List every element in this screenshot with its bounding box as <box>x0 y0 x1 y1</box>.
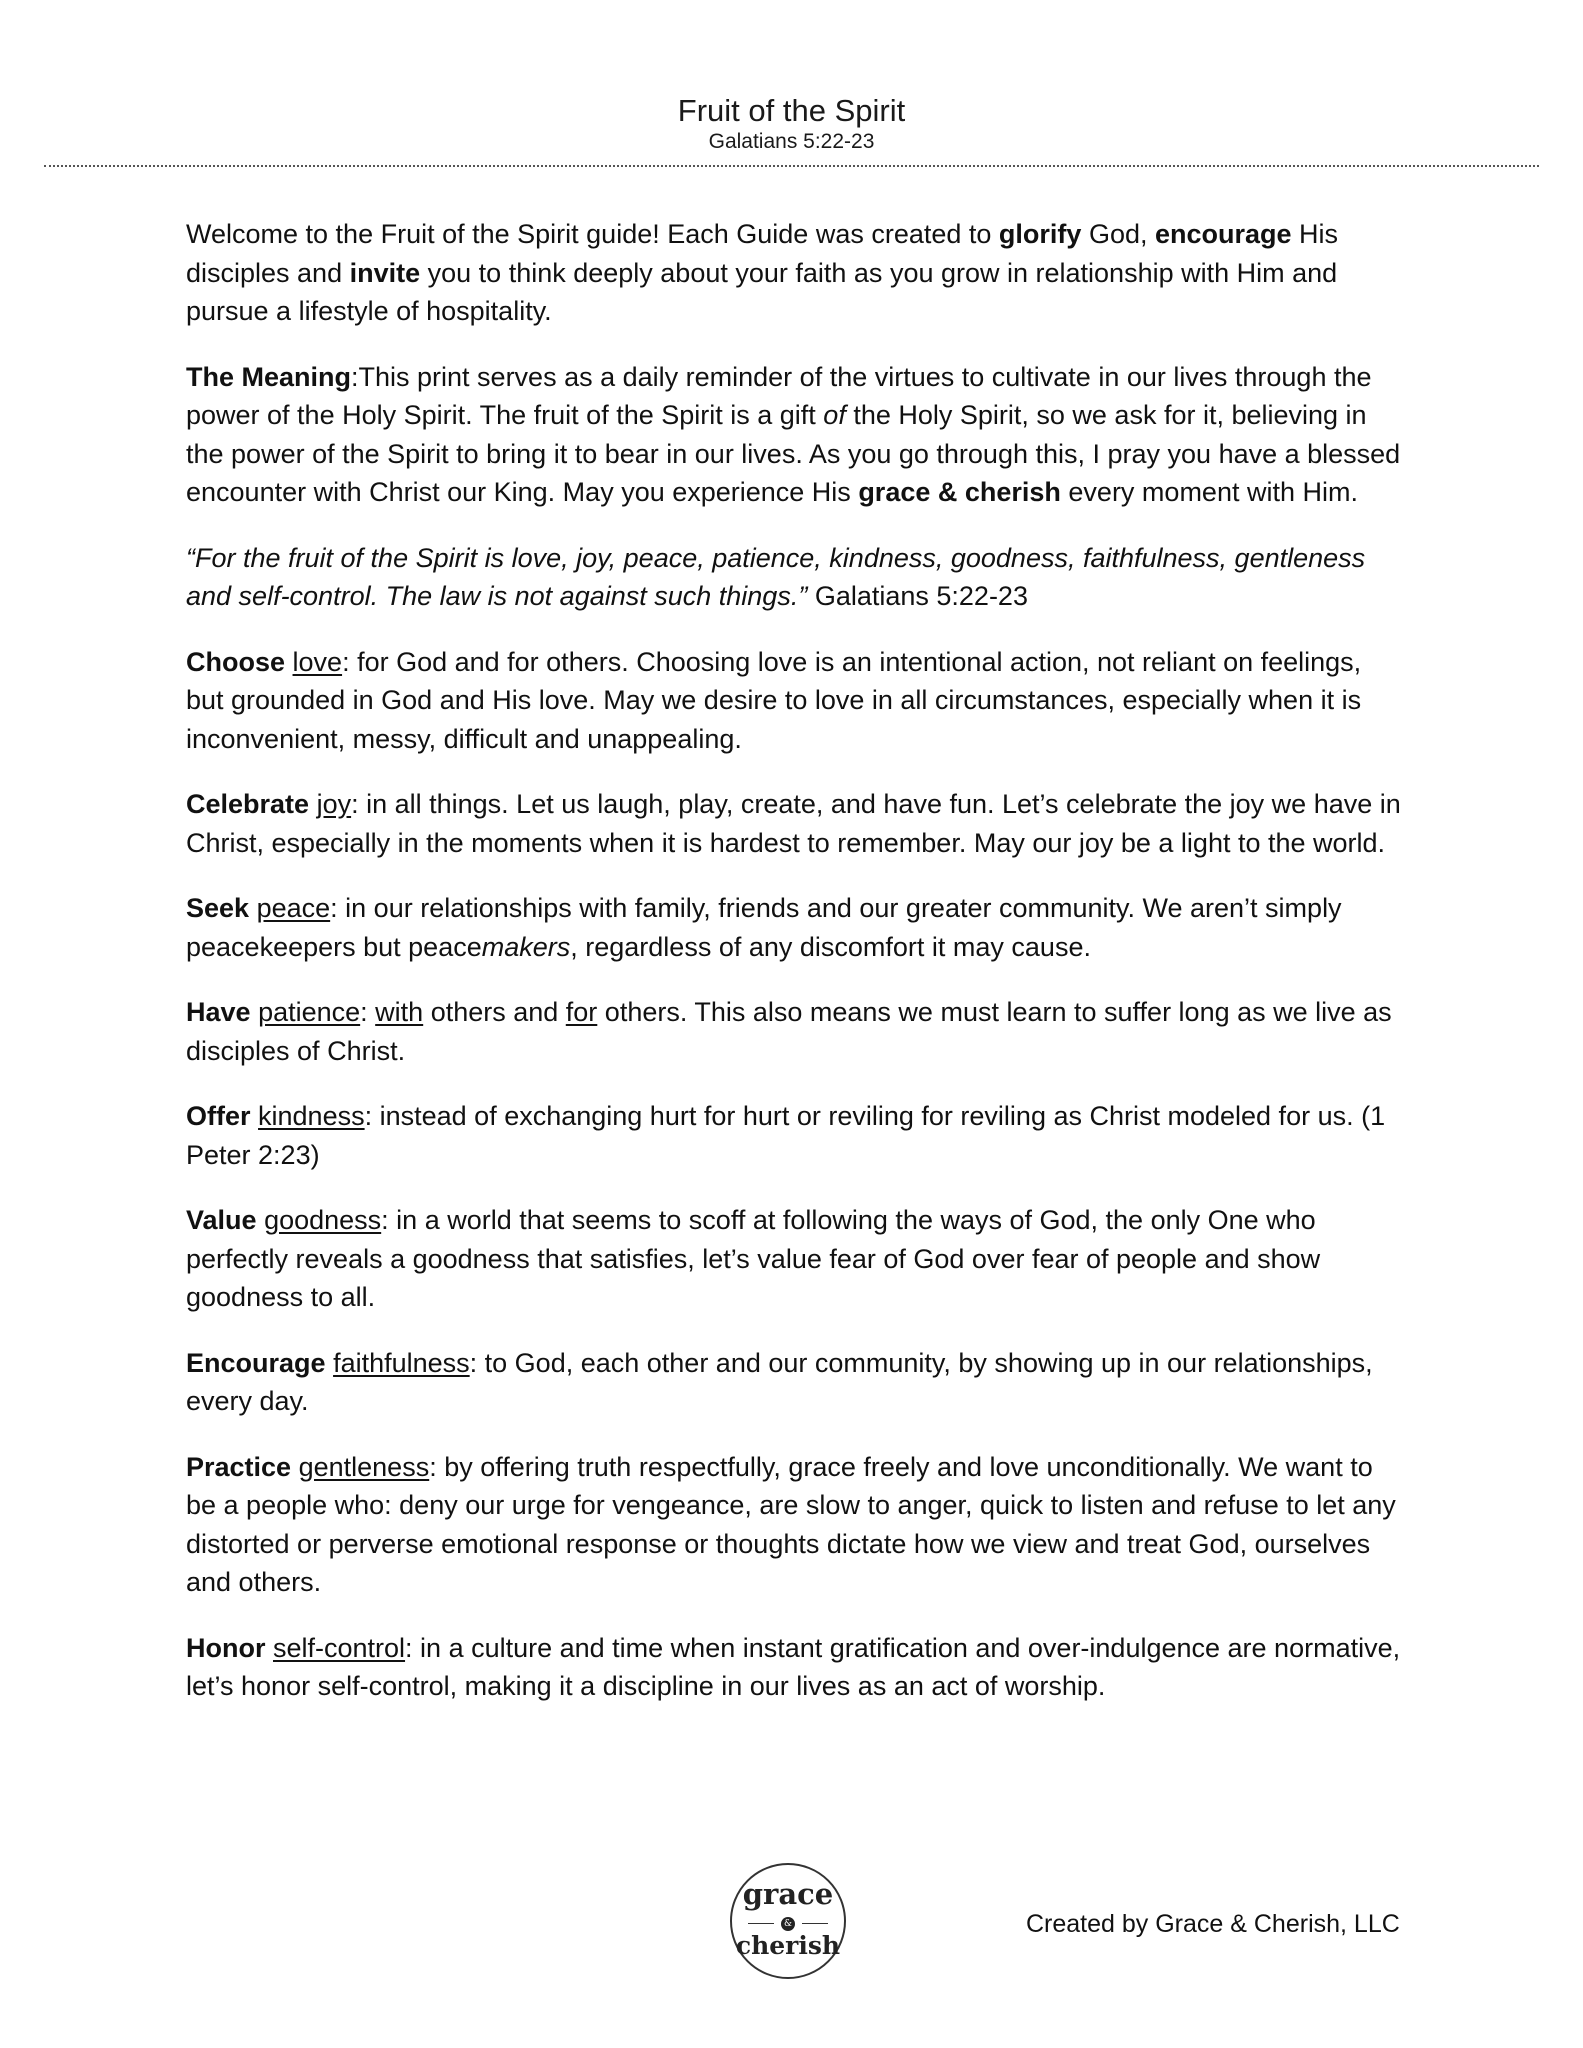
faithfulness-text: : to God, each other and our community, by showing up in our relationships, every day. <box>186 1347 1373 1416</box>
gentleness-paragraph <box>186 1448 1406 1602</box>
verse-reference: Galatians 5:22-23 <box>807 581 1028 611</box>
gentleness-verb: Practice <box>186 1451 292 1482</box>
joy-text: : in all things. Let us laugh, play, create, and have fun. Let’s celebrate the joy we have in Christ, especially in the moments when it is hardest to remember. May our joy be a light to the world. <box>186 789 1401 858</box>
page-header <box>0 92 1583 154</box>
selfcontrol-verb: Honor <box>186 1632 266 1663</box>
intro-bold-encourage: encourage <box>1154 219 1292 249</box>
gentleness-word: gentleness <box>298 1451 430 1482</box>
patience-text: others. This also means we must learn to suffer long as we live as disciples of Christ. <box>186 997 1392 1066</box>
logo-line-right <box>802 1923 828 1924</box>
meaning-paragraph <box>186 358 1406 512</box>
intro-text: His disciples and <box>186 219 1339 288</box>
selfcontrol-text: : in a culture and time when instant gratification and over-indulgence are normative, let’s honor self-control, making it a discipline in our lives as an act of worship. <box>186 1632 1401 1701</box>
verse-quote: “For the fruit of the Spirit is love, joy, peace, patience, kindness, goodness, faithfulness, gentleness and self-control. The law is not against such things.” <box>186 542 1366 611</box>
joy-verb: Celebrate <box>186 789 310 819</box>
grace-cherish-logo <box>730 1863 846 1979</box>
logo-word-grace: grace <box>742 1877 834 1911</box>
kindness-word: kindness <box>258 1101 365 1131</box>
logo-divider <box>744 1917 832 1931</box>
selfcontrol-paragraph <box>186 1629 1406 1706</box>
intro-paragraph <box>186 215 1406 331</box>
patience-word: patience <box>258 997 361 1027</box>
peace-verb: Seek <box>186 893 250 923</box>
selfcontrol-word: self-control <box>273 1632 406 1663</box>
meaning-bold: grace & cherish <box>858 477 1061 507</box>
kindness-paragraph <box>186 1097 1406 1174</box>
patience-text: others and <box>423 997 566 1027</box>
document-body <box>186 215 1406 1733</box>
intro-text: you to think deeply about your faith as you grow in relationship with Him and pursue a lifestyle of hospitality. <box>186 257 1338 326</box>
peace-emphasis: makers <box>481 931 571 962</box>
goodness-paragraph <box>186 1201 1406 1317</box>
love-word: love <box>292 646 343 677</box>
logo-line-left <box>748 1923 774 1924</box>
goodness-verb: Value <box>186 1205 257 1235</box>
peace-text: , regardless of any discomfort it may cause. <box>570 931 1091 962</box>
faithfulness-paragraph <box>186 1344 1406 1421</box>
intro-bold-glorify: glorify <box>998 219 1082 249</box>
patience-paragraph <box>186 993 1406 1070</box>
intro-bold-invite: invite <box>349 257 421 288</box>
meaning-emphasis: of <box>823 400 846 430</box>
patience-verb: Have <box>186 997 251 1027</box>
patience-underline-for: for <box>565 997 598 1027</box>
patience-text: : <box>360 997 376 1027</box>
meaning-label: The Meaning <box>186 361 352 392</box>
faithfulness-word: faithfulness <box>333 1347 470 1378</box>
verse-paragraph <box>186 539 1406 616</box>
love-verb: Choose <box>186 646 286 677</box>
kindness-text: : instead of exchanging hurt for hurt or reviling for reviling as Christ modeled for us. (1 Peter 2:23) <box>186 1101 1386 1170</box>
love-text: : for God and for others. Choosing love is an intentional action, not reliant on feelings, but grounded in God and His love. May we desire to love in all circumstances, especially when it is inconvenient, messy, difficult and unappealing. <box>186 646 1362 754</box>
joy-word: joy <box>316 789 352 819</box>
kindness-verb: Offer <box>186 1101 251 1131</box>
footer-credit: Created by Grace & Cherish, LLC <box>1026 1910 1400 1938</box>
intro-text: God, <box>1081 219 1155 249</box>
joy-paragraph <box>186 785 1406 862</box>
meaning-text: :This print serves as a daily reminder of the virtues to cultivate in our lives through the power of the Holy Spirit. The fruit of the Spirit is a gift <box>186 361 1372 430</box>
goodness-text: : in a world that seems to scoff at following the ways of God, the only One who perfectly reveals a goodness that satisfies, let’s value fear of God over fear of people and show goodness to all. <box>186 1205 1321 1312</box>
faithfulness-verb: Encourage <box>186 1347 326 1378</box>
page-subtitle: Galatians 5:22-23 <box>708 130 875 153</box>
peace-text: : in our relationships with family, friends and our greater community. We aren’t simply peacekeepers but peace <box>186 893 1342 962</box>
logo-word-cherish: cherish <box>735 1931 841 1960</box>
peace-paragraph <box>186 889 1406 966</box>
gentleness-text: : by offering truth respectfully, grace freely and love unconditionally. We want to be a people who: deny our urge for vengeance, are slow to anger, quick to listen and refuse to let any distorted or perverse emotional response or thoughts dictate how we view and treat God, ourselves and others. <box>186 1451 1396 1597</box>
page-title: Fruit of the Spirit <box>677 93 906 128</box>
love-paragraph <box>186 643 1406 759</box>
peace-word: peace <box>256 893 331 923</box>
patience-underline-with: with <box>375 997 424 1027</box>
dotted-divider <box>44 165 1539 167</box>
meaning-text: every moment with Him. <box>1060 477 1358 507</box>
intro-text: Welcome to the Fruit of the Spirit guide! Each Guide was created to <box>186 219 999 249</box>
goodness-word: goodness <box>264 1205 382 1235</box>
meaning-text: the Holy Spirit, so we ask for it, believing in the power of the Spirit to bring it to bear in our lives. As you go through this, I pray you have a blessed encounter with Christ our King. May you experience His <box>186 400 1401 507</box>
logo-ampersand: & <box>781 1917 795 1931</box>
